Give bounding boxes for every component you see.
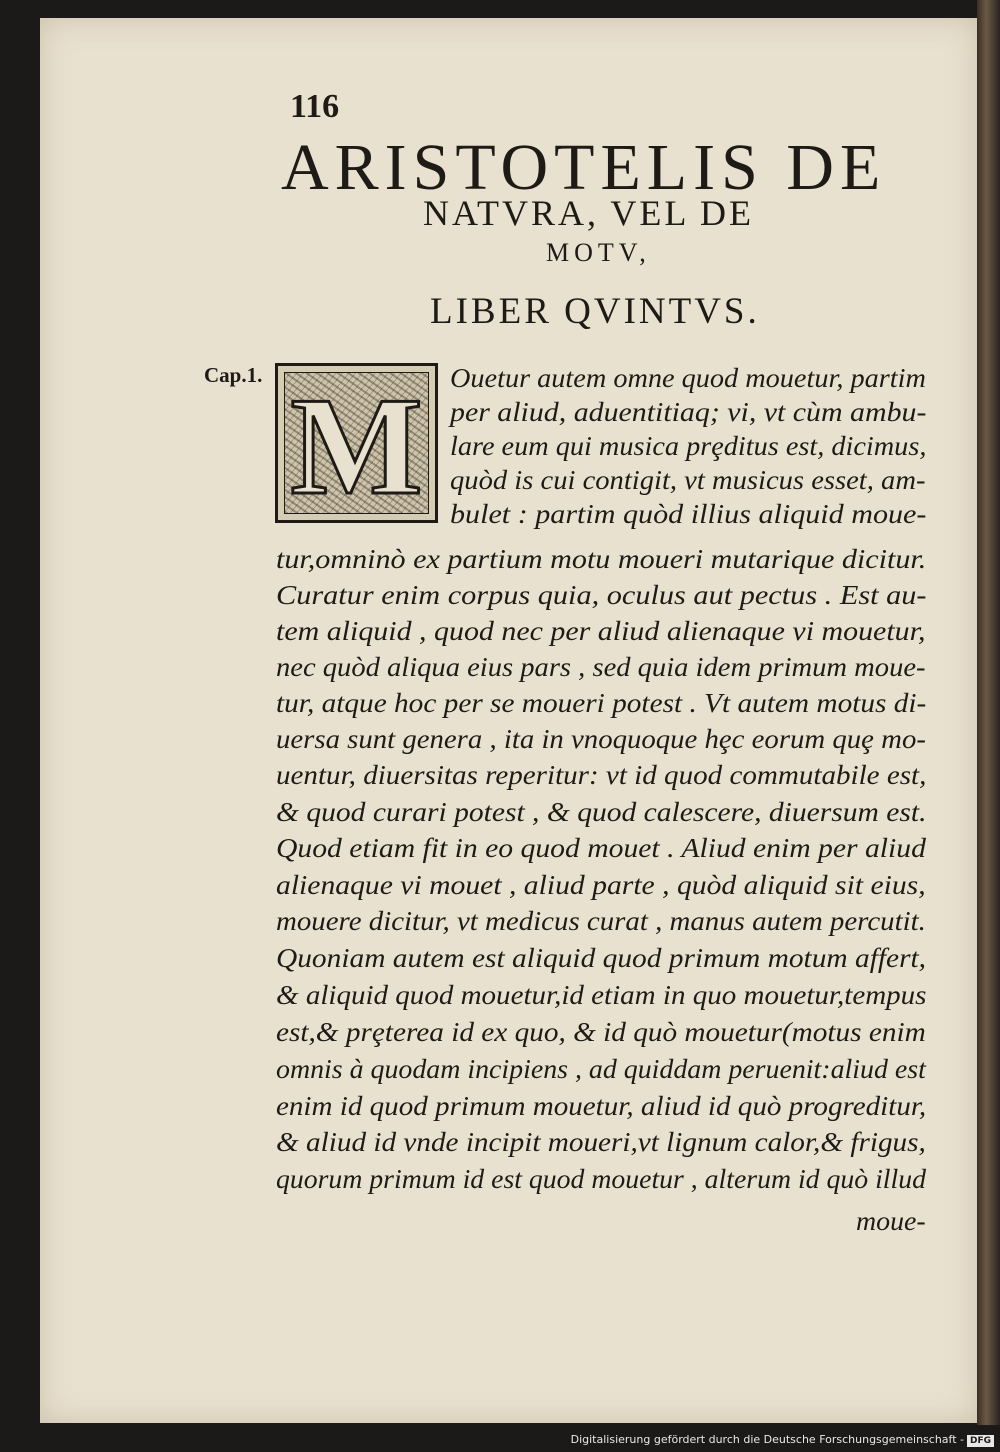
text-line: & aliud id vnde incipit moueri,vt lignum calor,& frigus, xyxy=(276,1126,926,1157)
text-line: lare eum qui musica prȩditus est, dicimus, xyxy=(450,430,927,461)
title-line-2: NATVRA, VEL DE xyxy=(423,193,754,233)
decorated-initial xyxy=(275,363,438,523)
initial-letter: M xyxy=(290,369,423,524)
text-line: Quod etiam fit in eo quod mouet . Aliud enim per aliud xyxy=(276,832,926,863)
text-line: uentur, diuersitas reperitur: vt id quod commutabile est, xyxy=(276,759,927,790)
title-line-3: MOTV, xyxy=(546,238,651,267)
title-line-1: ARISTOTELIS DE xyxy=(281,131,887,204)
text-line: enim id quod primum mouetur, aliud id quò progreditur, xyxy=(276,1090,927,1121)
text-line: Ouetur autem omne quod mouetur, partim xyxy=(450,362,926,393)
text-line: tem aliquid , quod nec per aliud alienaque vi mouetur, xyxy=(276,615,926,646)
text-line: bulet : partim quòd illius aliquid moue- xyxy=(450,498,927,529)
text-line: Curatur enim corpus quia, oculus aut pectus . Est au- xyxy=(276,579,927,610)
text-line: tur,omninò ex partium motu moueri mutarique dicitur. xyxy=(276,543,927,574)
text-line: & aliquid quod mouetur,id etiam in quo mouetur,tempus xyxy=(276,979,927,1010)
dfg-logo: DFG xyxy=(967,1435,994,1447)
page-number: 116 xyxy=(290,88,340,125)
text-line: uersa sunt genera , ita in vnoquoque hȩc eorum quȩ mo- xyxy=(276,723,926,754)
text-line: quòd is cui contigit, vt musicus esset, am- xyxy=(450,464,926,495)
book-spine xyxy=(977,0,1000,1425)
text-line: quorum primum id est quod mouetur , alterum id quò illud xyxy=(276,1163,926,1194)
chapter-label: Cap.1. xyxy=(204,363,263,387)
initial-ornament xyxy=(284,369,429,524)
title-line-4: LIBER QVINTVS. xyxy=(430,291,760,332)
text-line: per aliud, aduentitiaq; vi, vt cùm ambu- xyxy=(450,396,927,427)
footer-credit: Digitalisierung gefördert durch die Deutsche Forschungsgemeinschaft - xyxy=(570,1433,964,1446)
text-line: mouere dicitur, vt medicus curat , manus autem percutit. xyxy=(276,905,926,936)
text-line: est,& prȩterea id ex quo, & id quò mouetur(motus enim xyxy=(276,1016,926,1047)
text-line: omnis à quodam incipiens , ad quiddam peruenit:aliud est xyxy=(276,1053,926,1084)
text-line: nec quòd aliqua eius pars , sed quia idem primum moue- xyxy=(276,651,926,682)
text-line: alienaque vi mouet , aliud parte , quòd aliquid sit eius, xyxy=(276,869,926,900)
text-line: moue- xyxy=(856,1205,926,1236)
text-line: tur, atque hoc per se moueri potest . Vt autem motus di- xyxy=(276,687,927,718)
text-line: Quoniam autem est aliquid quod primum motum affert, xyxy=(276,942,927,973)
text-line: & quod curari potest , & quod calescere, diuersum est. xyxy=(276,796,927,827)
